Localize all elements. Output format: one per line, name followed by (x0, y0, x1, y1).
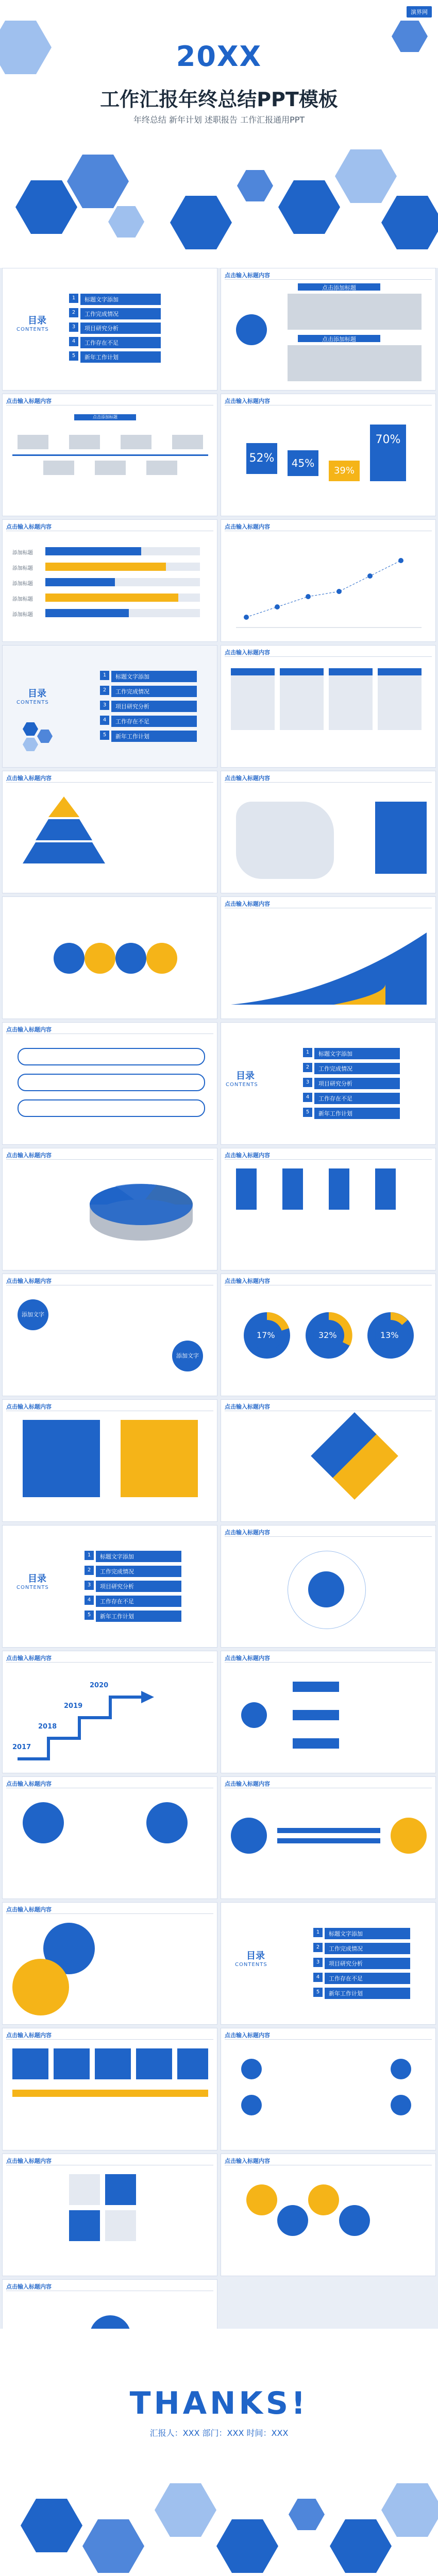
slide-header: 点击输入标题内容 (225, 2032, 270, 2039)
data-point (306, 594, 311, 599)
slide-vbars-icons[interactable] (221, 1148, 436, 1270)
slide-pyramid[interactable] (2, 771, 217, 893)
icon-tile (105, 2210, 136, 2241)
content-box (288, 294, 422, 330)
slide-header: 点击输入标题内容 (225, 1655, 270, 1662)
chevron-node (241, 2059, 262, 2079)
banner-bar: 点击添加标题 (298, 335, 380, 342)
bar-label: 添加标题 (12, 550, 33, 556)
flow-circle (54, 943, 85, 974)
slide-header: 点击输入标题内容 (225, 1403, 270, 1410)
data-point (244, 615, 249, 620)
slide-header: 点击输入标题内容 (225, 398, 270, 404)
slide-icon-grid[interactable] (2, 2154, 217, 2276)
slide-tree[interactable] (221, 1651, 436, 1773)
line-plot (231, 540, 427, 633)
slide-header: 点击输入标题内容 (6, 523, 52, 530)
branch-bar (293, 1710, 339, 1720)
gear-icon (246, 2184, 277, 2215)
toc-item[interactable]: 2 工作完成情况 (100, 686, 208, 697)
slide-list-rows[interactable] (2, 1022, 217, 1145)
slide-toc-4[interactable] (2, 1525, 217, 1648)
china-map (236, 802, 334, 879)
toc-item[interactable]: 4 工作存在不足 (313, 1973, 427, 1984)
toc-item[interactable]: 4 工作存在不足 (85, 1596, 203, 1607)
slide-toc[interactable] (2, 268, 217, 391)
toc-item[interactable]: 1 标题文字添加 (100, 671, 208, 682)
hexagon-decoration (21, 2499, 82, 2552)
toc-item[interactable]: 3 项目研究分析 (100, 701, 208, 712)
title-circle: 添加文字 (172, 1341, 203, 1371)
cover-year-title: 20XX (176, 40, 262, 73)
chevron-node (391, 2059, 411, 2079)
slide-header: 点击输入标题内容 (225, 775, 270, 782)
slide-puzzle[interactable] (221, 1399, 436, 1522)
toc-item[interactable]: 5 新年工作计划 (100, 731, 208, 742)
toc-en: CONTENTS (16, 1585, 49, 1590)
flow-circle (115, 943, 146, 974)
content-box (288, 345, 422, 381)
slide-header: 点击输入标题内容 (6, 1403, 52, 1410)
toc-item[interactable]: 2 工作完成情况 (303, 1063, 422, 1074)
timeline-box (43, 461, 74, 475)
flow-circle (85, 943, 115, 974)
bar-fill (45, 578, 115, 586)
data-point (336, 589, 342, 594)
slide-scatter-line[interactable] (221, 519, 436, 642)
vertical-bar (329, 1168, 349, 1210)
toc-list (313, 1928, 427, 2003)
bar-label: 添加标题 (12, 612, 33, 618)
data-point (275, 604, 280, 609)
hexagon-decoration (170, 196, 232, 249)
hexagon-decoration (82, 2519, 144, 2573)
slide-3d-pie[interactable] (2, 1148, 217, 1270)
slide-orbit[interactable] (221, 1525, 436, 1648)
flow-circle (146, 943, 177, 974)
timeline-box (69, 435, 100, 449)
toc-item[interactable]: 3 项目研究分析 (303, 1078, 422, 1089)
slide-gears[interactable] (221, 2154, 436, 2276)
toc-title: 目录 (28, 688, 46, 699)
slide-percent-bars[interactable] (221, 394, 436, 516)
arrow-bar (277, 1838, 380, 1843)
data-point (398, 558, 403, 563)
slide-header: 点击输入标题内容 (225, 1529, 270, 1536)
slide-two-ovals[interactable] (2, 1776, 217, 1899)
slide-header: 点击输入标题内容 (6, 1026, 52, 1033)
hexagon-decoration (289, 2499, 325, 2530)
gear-icon (339, 2205, 370, 2236)
pyramid-chart (23, 796, 105, 879)
slide-work-review[interactable] (221, 268, 436, 391)
pill-row (18, 1074, 205, 1091)
pill-row (18, 1099, 205, 1117)
slide-header: 点击输入标题内容 (6, 1278, 52, 1284)
slide-years-steps[interactable] (2, 1651, 217, 1773)
slide-hbars[interactable] (2, 519, 217, 642)
icon-card (12, 2048, 48, 2079)
slide-header: 点击输入标题内容 (6, 775, 52, 782)
toc-item[interactable]: 1 标题文字添加 (313, 1928, 427, 1939)
toc-title: 目录 (28, 1573, 46, 1584)
toc-item[interactable]: 5 新年工作计划 (69, 351, 208, 363)
percent-block: 39% (329, 461, 360, 481)
vertical-bar (236, 1168, 257, 1210)
timeline-box (172, 435, 203, 449)
toc-item[interactable]: 4 工作存在不足 (303, 1093, 422, 1104)
bar-label: 添加标题 (12, 581, 33, 587)
hexagon-decoration (330, 2519, 392, 2573)
hexagon-decoration (155, 2483, 216, 2537)
stair-arrow (12, 1671, 208, 1769)
slide-header: 点击输入标题内容 (225, 901, 270, 907)
slide-donuts[interactable] (221, 1274, 436, 1396)
slide-icon-cards[interactable] (2, 2028, 217, 2150)
slide-header: 点击输入标题内容 (225, 272, 270, 279)
growth-area-chart (231, 922, 427, 1010)
slide-header: 点击输入标题内容 (6, 2283, 52, 2290)
year-label: 2018 (38, 1723, 57, 1731)
icon-card (54, 2048, 90, 2079)
vertical-bar (282, 1168, 303, 1210)
toc-item[interactable]: 3 项目研究分析 (69, 323, 208, 334)
branch-bar (293, 1738, 339, 1749)
bar-fill (45, 563, 166, 571)
slide-map[interactable] (221, 771, 436, 893)
thanks-title: THANKS! (129, 2385, 309, 2421)
percent-block: 70% (370, 425, 406, 481)
timeline-box (146, 461, 177, 475)
hexagon-decoration (237, 170, 273, 201)
slide-toc-5[interactable] (221, 1902, 436, 2025)
slide-text-circles[interactable] (2, 1274, 217, 1396)
oval-node (146, 1802, 188, 1843)
slide-chevrons[interactable] (221, 2028, 436, 2150)
timeline-box (95, 461, 126, 475)
toc-item[interactable]: 5 新年工作计划 (313, 1988, 427, 1999)
toc-list (303, 1048, 422, 1123)
timeline-box (18, 435, 48, 449)
toc-item[interactable]: 2 工作完成情况 (313, 1943, 427, 1954)
puzzle-graphic (311, 1412, 398, 1500)
chevron-node (241, 2095, 262, 2115)
slide-cards-yellow[interactable] (2, 1399, 217, 1522)
toc-item[interactable]: 3 项目研究分析 (85, 1581, 203, 1592)
year-label: 2019 (64, 1702, 83, 1710)
bar-fill (45, 609, 129, 617)
toc-en: CONTENTS (235, 1962, 267, 1968)
toc-list (69, 294, 208, 366)
orbit-ring (288, 1551, 366, 1629)
year-label: 2017 (12, 1743, 31, 1751)
chevron-node (391, 2095, 411, 2115)
horizontal-bar-chart (12, 545, 208, 633)
icon-card (177, 2048, 208, 2079)
percent-block: 45% (288, 450, 318, 476)
toc-en: CONTENTS (16, 700, 49, 705)
toc-item[interactable]: 5 新年工作计划 (303, 1108, 422, 1119)
info-panel (375, 802, 427, 874)
gear-icon (277, 2205, 308, 2236)
slide-header: 点击输入标题内容 (6, 1152, 52, 1159)
donut-label: 13% (380, 1330, 399, 1340)
hexagon-decoration (335, 149, 397, 203)
hexagon-decoration (216, 2519, 278, 2573)
toc-list (100, 671, 208, 745)
column-card (378, 668, 422, 730)
slide-header: 点击输入标题内容 (225, 649, 270, 656)
icon-tile (105, 2174, 136, 2205)
percent-block: 52% (246, 443, 277, 474)
toc-item[interactable]: 3 项目研究分析 (313, 1958, 427, 1969)
slide-header: 点击输入标题内容 (225, 1152, 270, 1159)
yellow-card (121, 1420, 198, 1497)
toc-item[interactable]: 4 工作存在不足 (69, 337, 208, 348)
hexagon-decoration (381, 196, 438, 249)
slide-timeline[interactable] (2, 394, 217, 516)
end-circle (231, 1818, 267, 1854)
column-card (231, 668, 275, 730)
hex-cluster-icon (23, 722, 64, 753)
accent-stripe (12, 2090, 208, 2097)
slide-arrows[interactable] (221, 1776, 436, 1899)
slide-header: 点击输入标题内容 (6, 398, 52, 404)
thanks-info: 汇报人：XXX 部门：XXX 时间：XXX (149, 2428, 289, 2438)
hexagon-decoration (278, 180, 340, 234)
column-card (329, 668, 373, 730)
toc-item[interactable]: 1 标题文字添加 (69, 294, 208, 305)
end-circle (391, 1818, 427, 1854)
title-circle: 添加文字 (18, 1299, 48, 1330)
data-point (367, 573, 373, 579)
slide-header: 点击输入标题内容 (225, 1278, 270, 1284)
icon-tile (69, 2174, 100, 2205)
icon-card (136, 2048, 172, 2079)
toc-item[interactable]: 2 工作完成情况 (85, 1566, 203, 1577)
bar-label: 添加标题 (12, 566, 33, 571)
icon-card (95, 2048, 131, 2079)
bar-fill (45, 547, 141, 555)
thanks-slide (0, 2329, 438, 2576)
slide-growth-area[interactable] (221, 896, 436, 1019)
slide-header: 点击输入标题内容 (6, 2158, 52, 2164)
toc-item[interactable]: 1 标题文字添加 (303, 1048, 422, 1059)
toc-title: 目录 (28, 315, 46, 326)
column-card (280, 668, 324, 730)
slide-circles-flow[interactable] (2, 896, 217, 1019)
donut-label: 17% (257, 1330, 275, 1340)
brand-logo[interactable]: 演界网 (407, 6, 432, 18)
big-circle (12, 1959, 69, 2015)
cover-slide (0, 0, 438, 268)
slide-four-columns[interactable] (221, 645, 436, 768)
timeline-axis (12, 454, 208, 456)
toc-title: 目录 (246, 1951, 265, 1961)
hexagon-decoration (108, 206, 144, 238)
slide-header: 点击输入标题内容 (225, 2158, 270, 2164)
icon-tile (69, 2210, 100, 2241)
bar-label: 添加标题 (12, 597, 33, 602)
slide-toc-3[interactable] (221, 1022, 436, 1145)
arrow-bar (277, 1828, 380, 1833)
banner-bar: 点击添加标题 (298, 283, 380, 291)
toc-item[interactable]: 2 工作完成情况 (69, 308, 208, 319)
slide-header: 点击输入标题内容 (225, 1781, 270, 1787)
hexagon-decoration (15, 180, 77, 234)
toc-item[interactable]: 1 标题文字添加 (85, 1551, 203, 1562)
vertical-bar (375, 1168, 396, 1210)
slide-header: 点击输入标题内容 (6, 1655, 52, 1662)
root-node (241, 1702, 267, 1728)
slide-header: 点击输入标题内容 (6, 1906, 52, 1913)
branch-bar (293, 1682, 339, 1692)
toc-list (85, 1551, 203, 1625)
cover-main-title: 工作汇报年终总结PPT模板 (100, 88, 338, 111)
banner-bar: 点击添加标题 (74, 414, 136, 420)
toc-item[interactable]: 4 工作存在不足 (100, 716, 208, 727)
slide-header: 点击输入标题内容 (225, 523, 270, 530)
toc-en: CONTENTS (226, 1082, 258, 1088)
toc-item[interactable]: 5 新年工作计划 (85, 1611, 203, 1622)
3d-pie-chart (85, 1168, 198, 1246)
slide-toc-2[interactable] (2, 645, 217, 768)
year-label: 2020 (90, 1682, 109, 1689)
slide-header: 点击输入标题内容 (6, 1781, 52, 1787)
gear-icon (308, 2184, 339, 2215)
center-circle (236, 314, 267, 345)
slide-header: 点击输入标题内容 (6, 2032, 52, 2039)
donut-label: 32% (318, 1330, 337, 1340)
hexagon-decoration (381, 2483, 438, 2537)
timeline-box (121, 435, 151, 449)
toc-en: CONTENTS (16, 327, 49, 332)
bar-fill (45, 594, 178, 602)
pill-row (18, 1048, 205, 1065)
hexagon-decoration (67, 155, 129, 208)
toc-title: 目录 (236, 1071, 255, 1081)
blue-card (23, 1420, 100, 1497)
slide-stacked-circles[interactable] (2, 1902, 217, 2025)
oval-node (23, 1802, 64, 1843)
cover-tagline: 年终总结 新年计划 述职报告 工作汇报通用PPT (133, 115, 305, 125)
